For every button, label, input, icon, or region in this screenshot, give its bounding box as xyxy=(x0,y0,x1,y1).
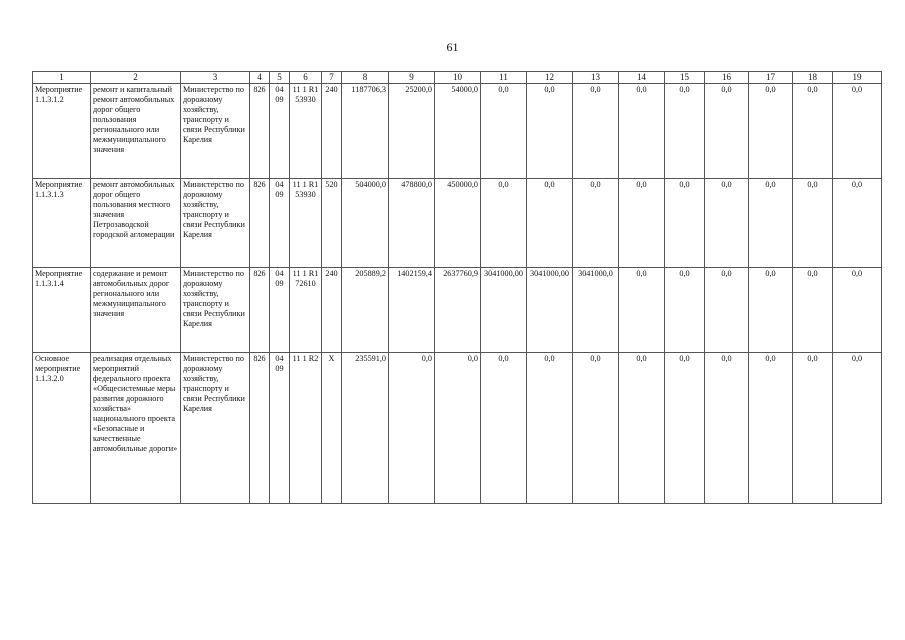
column-header: 16 xyxy=(705,72,749,84)
activity-code: Основное мероприятие 1.1.3.2.0 xyxy=(33,353,91,504)
table-cell: 240 xyxy=(322,84,342,179)
table-cell: 0,0 xyxy=(665,268,705,353)
table-cell: 240 xyxy=(322,268,342,353)
column-header: 13 xyxy=(573,72,619,84)
page-number: 61 xyxy=(446,40,459,54)
table-cell: 3041000,00 xyxy=(527,268,573,353)
table-cell: 0,0 xyxy=(749,179,793,268)
table-cell: 0,0 xyxy=(833,84,882,179)
table-cell: 0,0 xyxy=(833,268,882,353)
column-header: 11 xyxy=(481,72,527,84)
table-cell: 0,0 xyxy=(573,179,619,268)
table-cell: 0,0 xyxy=(389,353,435,504)
column-header: 14 xyxy=(619,72,665,84)
table-cell: 0,0 xyxy=(527,84,573,179)
table-cell: 11 1 R1 53930 xyxy=(290,179,322,268)
table-cell: 0,0 xyxy=(665,353,705,504)
table-row xyxy=(33,353,882,504)
table-cell: 0,0 xyxy=(749,84,793,179)
table-cell: 04 09 xyxy=(270,84,290,179)
column-header: 6 xyxy=(290,72,322,84)
column-header: 12 xyxy=(527,72,573,84)
table-cell: 0,0 xyxy=(793,353,833,504)
table-cell: 826 xyxy=(250,268,270,353)
table-cell: 0,0 xyxy=(435,353,481,504)
column-header: 7 xyxy=(322,72,342,84)
column-header: 1 xyxy=(33,72,91,84)
table-cell: 0,0 xyxy=(793,268,833,353)
column-header: 2 xyxy=(91,72,181,84)
table-cell: 205889,2 xyxy=(342,268,389,353)
table-cell: 0,0 xyxy=(705,179,749,268)
table-cell: 1402159,4 xyxy=(389,268,435,353)
table-cell: 11 1 R2 xyxy=(290,353,322,504)
table-cell: X xyxy=(322,353,342,504)
table-cell: 0,0 xyxy=(749,268,793,353)
table-cell: 478800,0 xyxy=(389,179,435,268)
table-row xyxy=(33,179,882,268)
table-cell: 826 xyxy=(250,353,270,504)
table-cell: 0,0 xyxy=(619,179,665,268)
table-cell: 826 xyxy=(250,84,270,179)
table-cell: 1187706,3 xyxy=(342,84,389,179)
table-cell: 0,0 xyxy=(705,268,749,353)
column-header: 18 xyxy=(793,72,833,84)
table-cell: 0,0 xyxy=(793,179,833,268)
responsible-executor: Министерство по дорожному хозяйству, транспорту и связи Республики Карелия xyxy=(181,179,250,268)
column-header: 17 xyxy=(749,72,793,84)
table-cell: 0,0 xyxy=(793,84,833,179)
table-cell: 04 09 xyxy=(270,353,290,504)
budget-table xyxy=(32,71,882,504)
table-cell: 0,0 xyxy=(481,84,527,179)
table-cell: 0,0 xyxy=(619,84,665,179)
responsible-executor: Министерство по дорожному хозяйству, транспорту и связи Республики Карелия xyxy=(181,84,250,179)
column-header: 8 xyxy=(342,72,389,84)
table-header-row xyxy=(33,72,882,84)
table-cell: 0,0 xyxy=(573,353,619,504)
activity-description: реализация отдельных мероприятий федерального проекта «Общесистемные меры развития дорожного хозяйства» национального проекта «Безопасные и качественные автомобильные дороги» xyxy=(91,353,181,504)
table-row xyxy=(33,84,882,179)
table-cell: 235591,0 xyxy=(342,353,389,504)
table-cell: 0,0 xyxy=(481,353,527,504)
column-header: 3 xyxy=(181,72,250,84)
activity-code: Мероприятие 1.1.3.1.4 xyxy=(33,268,91,353)
column-header: 15 xyxy=(665,72,705,84)
table-cell: 25200,0 xyxy=(389,84,435,179)
table-cell: 0,0 xyxy=(705,353,749,504)
table-cell: 04 09 xyxy=(270,268,290,353)
column-header: 19 xyxy=(833,72,882,84)
table-cell: 0,0 xyxy=(749,353,793,504)
table-cell: 0,0 xyxy=(527,353,573,504)
table-cell: 0,0 xyxy=(833,353,882,504)
table-cell: 0,0 xyxy=(619,353,665,504)
table-row xyxy=(33,268,882,353)
column-header: 9 xyxy=(389,72,435,84)
table-cell: 0,0 xyxy=(619,268,665,353)
activity-code: Мероприятие 1.1.3.1.2 xyxy=(33,84,91,179)
table-cell: 0,0 xyxy=(573,84,619,179)
column-header: 10 xyxy=(435,72,481,84)
table-cell: 0,0 xyxy=(833,179,882,268)
column-header: 5 xyxy=(270,72,290,84)
table-cell: 04 09 xyxy=(270,179,290,268)
table-cell: 3041000,0 xyxy=(573,268,619,353)
activity-description: ремонт автомобильных дорог общего пользования местного значения Петрозаводской городской агломерации xyxy=(91,179,181,268)
table-cell: 0,0 xyxy=(481,179,527,268)
table-cell: 3041000,00 xyxy=(481,268,527,353)
table-cell: 11 1 R1 53930 xyxy=(290,84,322,179)
table-cell: 504000,0 xyxy=(342,179,389,268)
table-cell: 0,0 xyxy=(705,84,749,179)
table-cell: 450000,0 xyxy=(435,179,481,268)
table-cell: 826 xyxy=(250,179,270,268)
table-cell: 0,0 xyxy=(527,179,573,268)
table-cell: 0,0 xyxy=(665,179,705,268)
table-cell: 0,0 xyxy=(665,84,705,179)
responsible-executor: Министерство по дорожному хозяйству, транспорту и связи Республики Карелия xyxy=(181,268,250,353)
activity-code: Мероприятие 1.1.3.1.3 xyxy=(33,179,91,268)
column-header: 4 xyxy=(250,72,270,84)
table-cell: 2637760,9 xyxy=(435,268,481,353)
responsible-executor: Министерство по дорожному хозяйству, транспорту и связи Республики Карелия xyxy=(181,353,250,504)
table-cell: 520 xyxy=(322,179,342,268)
table-cell: 54000,0 xyxy=(435,84,481,179)
table-cell: 11 1 R1 72610 xyxy=(290,268,322,353)
activity-description: ремонт и капитальный ремонт автомобильных дорог общего пользования регионального или межмуниципального значения xyxy=(91,84,181,179)
activity-description: содержание и ремонт автомобильных дорог регионального или межмуниципального значения xyxy=(91,268,181,353)
